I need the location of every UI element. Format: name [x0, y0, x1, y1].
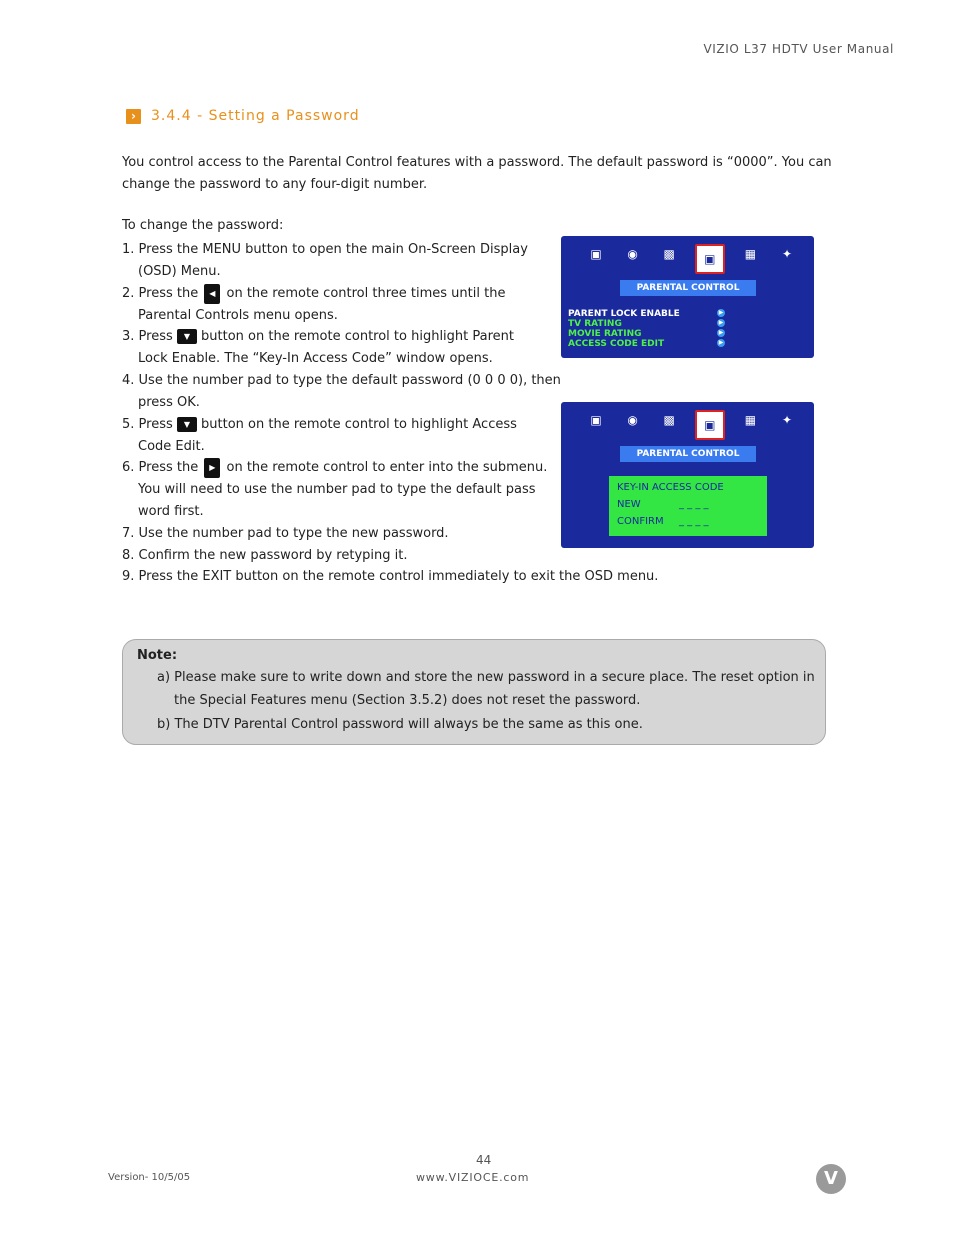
version-label: Version- 10/5/05 — [108, 1172, 191, 1183]
key-in-panel — [609, 476, 767, 536]
osd-item-parent-lock: PARENT LOCK ENABLE — [568, 309, 680, 319]
arrow-right-icon: ▶ — [718, 329, 724, 336]
step-6: 6. Press the ▶ on the remote control to enter into the submenu. You will need to use the number pad to type the default pass word first. — [122, 457, 547, 523]
to-change-label: To change the password: — [122, 218, 284, 233]
osd-title-bar: PARENTAL CONTROL — [620, 280, 756, 296]
vizio-logo: V — [816, 1164, 846, 1194]
window-icon: ▦ — [744, 413, 757, 427]
step-5: 5. Press ▼ button on the remote control to highlight Access Code Edit. — [122, 417, 517, 454]
new-value: _ _ _ _ — [679, 499, 709, 510]
step-7: 7. Use the number pad to type the new password. — [122, 526, 449, 541]
osd-title-bar: PARENTAL CONTROL — [620, 446, 756, 462]
step-4: 4. Use the number pad to type the default password (0 0 0 0), then press OK. — [122, 373, 561, 410]
note-item-b: b) The DTV Parental Control password will always be the same as this one. — [157, 717, 643, 732]
arrow-right-icon: ▶ — [718, 339, 724, 346]
website-url: www.VIZIOCE.com — [416, 1171, 530, 1184]
section-heading — [126, 108, 360, 124]
left-arrow-key-icon: ◀ — [204, 284, 220, 304]
note-item-a: a) Please make sure to write down and store the new password in a secure place. The reset option in — [157, 670, 815, 685]
page-number: 44 — [476, 1153, 492, 1167]
speaker-icon: ◉ — [627, 247, 638, 261]
step-1: 1. Press the MENU button to open the main On-Screen Display (OSD) Menu. — [122, 242, 528, 279]
down-arrow-key-icon: ▼ — [177, 417, 197, 432]
window-icon: ▦ — [744, 247, 757, 261]
tv-icon: ▩ — [663, 413, 675, 427]
down-arrow-key-icon: ▼ — [177, 329, 197, 344]
arrow-right-icon: ▶ — [718, 319, 724, 326]
lock-icon: ▣ — [695, 410, 725, 440]
lock-icon: ▣ — [695, 244, 725, 274]
speaker-icon: ◉ — [627, 413, 638, 427]
osd-parental-control-menu — [561, 236, 814, 358]
key-in-title: KEY-IN ACCESS CODE — [617, 482, 724, 493]
right-arrow-key-icon: ▶ — [204, 458, 220, 478]
camera-icon: ▣ — [590, 413, 602, 427]
note-item-a-cont: the Special Features menu (Section 3.5.2) does not reset the password. — [174, 693, 641, 708]
osd-key-in-access-code — [561, 402, 814, 548]
chevron-right-icon: › — [126, 109, 141, 124]
step-8: 8. Confirm the new password by retyping it. — [122, 548, 408, 563]
osd-item-access-code-edit: ACCESS CODE EDIT — [568, 339, 665, 349]
osd-item-movie-rating: MOVIE RATING — [568, 329, 642, 339]
step-9: 9. Press the EXIT button on the remote control immediately to exit the OSD menu. — [122, 569, 659, 584]
arrow-right-icon: ▶ — [718, 309, 724, 316]
step-3: 3. Press ▼ button on the remote control to highlight Parent Lock Enable. The “Key-In Access Code” window opens. — [122, 329, 515, 366]
new-label: NEW — [617, 499, 641, 510]
tv-icon: ▩ — [663, 247, 675, 261]
confirm-label: CONFIRM — [617, 516, 664, 527]
manual-header: VIZIO L37 HDTV User Manual — [703, 42, 894, 56]
osd-item-tv-rating: TV RATING — [568, 319, 622, 329]
note-title: Note: — [137, 648, 178, 663]
intro-paragraph: You control access to the Parental Control features with a password. The default password is “0000”. You can change the password to any four-digit number. — [122, 155, 832, 192]
confirm-value: _ _ _ _ — [679, 516, 709, 527]
note-box — [122, 639, 826, 745]
section-title: 3.4.4 - Setting a Password — [151, 108, 360, 124]
camera-icon: ▣ — [590, 247, 602, 261]
pin-icon: ✦ — [781, 413, 792, 427]
step-2: 2. Press the ◀ on the remote control three times until the Parental Controls menu opens. — [122, 283, 505, 327]
pin-icon: ✦ — [781, 247, 792, 261]
